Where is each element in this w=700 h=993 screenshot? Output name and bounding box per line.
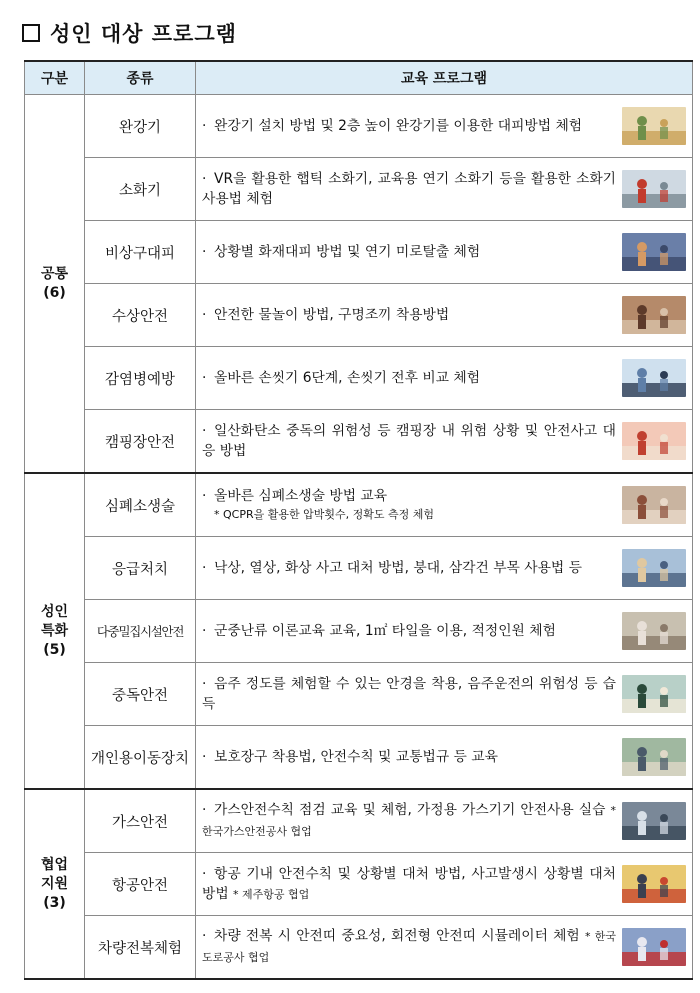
program-description	[202, 621, 616, 641]
program-text: 가스안전수칙 점검 교육 및 체험, 가정용 가스기기 안전사용 실습	[214, 802, 606, 818]
program-cell	[196, 410, 693, 474]
hand-washing-photo	[622, 359, 686, 397]
program-text: 안전한 물놀이 방법, 구명조끼 착용방법	[214, 307, 450, 323]
crowd-safety-photo	[622, 612, 686, 650]
table-row	[25, 95, 693, 158]
program-description	[202, 169, 616, 209]
category-label: 특화	[40, 622, 69, 639]
program-text: 일산화탄소 중독의 위험성 등 캠핑장 내 위험 상황 및 안전사고 대응 방법	[202, 423, 616, 459]
category-cell	[25, 789, 85, 979]
program-note: * 한국도로공사 협업	[202, 930, 616, 964]
bullet-mark: ·	[202, 560, 207, 576]
program-cell	[196, 284, 693, 347]
program-description	[202, 486, 616, 524]
program-description	[202, 926, 616, 968]
bullet-mark: ·	[202, 488, 207, 504]
program-note: * QCPR을 활용한 압박횟수, 정확도 측정 체험	[214, 508, 434, 521]
bullet-mark: ·	[202, 749, 207, 765]
bullet-mark: ·	[202, 865, 207, 882]
program-cell	[196, 473, 693, 537]
type-cell: 감염병예방	[85, 347, 196, 410]
bullet-mark: ·	[202, 370, 207, 386]
program-text: VR을 활용한 햅틱 소화기, 교육용 연기 소화기 등을 활용한 소화기 사용법 체험	[202, 171, 616, 207]
program-text: 올바른 손씻기 6단계, 손씻기 전후 비교 체험	[214, 370, 481, 386]
cpr-photo	[622, 486, 686, 524]
water-safety-photo	[622, 296, 686, 334]
aviation-safety-photo	[622, 865, 686, 903]
program-cell	[196, 916, 693, 980]
program-text: 군중난류 이론교육 교육, 1㎡ 타일을 이용, 적정인원 체험	[214, 623, 556, 639]
program-text: 낙상, 열상, 화상 사고 대처 방법, 붕대, 삼각건 부목 사용법 등	[214, 560, 582, 576]
program-cell	[196, 663, 693, 726]
emergency-exit-photo	[622, 233, 686, 271]
type-cell: 캠핑장안전	[85, 410, 196, 474]
bullet-mark: ·	[202, 676, 207, 692]
program-description	[202, 305, 616, 325]
category-cell	[25, 95, 85, 474]
bullet-mark: ·	[202, 928, 207, 944]
camping-photo	[622, 422, 686, 460]
bullet-mark: ·	[202, 623, 207, 639]
type-cell: 가스안전	[85, 789, 196, 853]
type-cell: 소화기	[85, 158, 196, 221]
first-aid-photo	[622, 549, 686, 587]
program-note: * 한국가스안전공사 협업	[202, 804, 616, 838]
table-row	[25, 600, 693, 663]
type-cell: 다중밀집시설안전	[85, 600, 196, 663]
type-cell: 개인용이동장치	[85, 726, 196, 790]
table-row	[25, 726, 693, 790]
bullet-mark: ·	[202, 244, 207, 260]
type-cell: 완강기	[85, 95, 196, 158]
bullet-mark: ·	[202, 171, 207, 187]
table-row	[25, 853, 693, 916]
category-label: 공통	[40, 265, 69, 282]
category-label: 지원	[40, 875, 69, 892]
table-row	[25, 789, 693, 853]
program-text: 완강기 설치 방법 및 2층 높이 완강기를 이용한 대피방법 체험	[214, 118, 583, 134]
addiction-safety-photo	[622, 675, 686, 713]
bullet-mark: ·	[202, 307, 207, 323]
program-cell	[196, 600, 693, 663]
category-label: 성인	[40, 603, 69, 620]
program-cell	[196, 789, 693, 853]
program-description	[202, 747, 616, 767]
table-row	[25, 663, 693, 726]
table-row	[25, 284, 693, 347]
program-text: 상황별 화재대피 방법 및 연기 미로탈출 체험	[214, 244, 481, 260]
program-table	[24, 60, 693, 980]
program-description	[202, 674, 616, 714]
program-description	[202, 368, 616, 388]
bullet-mark: ·	[202, 423, 207, 439]
category-label: (6)	[43, 284, 66, 301]
gas-safety-photo	[622, 802, 686, 840]
program-description	[202, 864, 616, 905]
category-label: (3)	[43, 894, 66, 911]
program-cell	[196, 347, 693, 410]
table-row	[25, 916, 693, 980]
header-type: 종류	[85, 61, 196, 95]
type-cell: 심폐소생술	[85, 473, 196, 537]
program-cell	[196, 221, 693, 284]
program-cell	[196, 158, 693, 221]
type-cell: 차량전복체험	[85, 916, 196, 980]
program-cell	[196, 95, 693, 158]
type-cell: 수상안전	[85, 284, 196, 347]
program-description	[202, 558, 616, 578]
program-text: 보호장구 착용법, 안전수칙 및 교통법규 등 교육	[214, 749, 498, 765]
program-text: 음주 정도를 체험할 수 있는 안경을 착용, 음주운전의 위험성 등 습득	[202, 676, 616, 712]
table-row	[25, 221, 693, 284]
vehicle-rollover-photo	[622, 928, 686, 966]
type-cell: 중독안전	[85, 663, 196, 726]
personal-mobility-photo	[622, 738, 686, 776]
category-label: (5)	[43, 641, 66, 658]
program-text: 올바른 심폐소생술 방법 교육	[214, 488, 388, 504]
table-row	[25, 410, 693, 474]
bullet-mark: ·	[202, 118, 207, 134]
program-cell	[196, 537, 693, 600]
program-text: 차량 전복 시 안전띠 중요성, 회전형 안전띠 시뮬레이터 체험	[214, 928, 580, 944]
header-program: 교육 프로그램	[196, 61, 693, 95]
header-category: 구분	[25, 61, 85, 95]
bullet-mark: ·	[202, 802, 207, 818]
program-description	[202, 242, 616, 262]
category-cell	[25, 473, 85, 789]
type-cell: 응급처치	[85, 537, 196, 600]
program-text: 항공 기내 안전수칙 및 상황별 대처 방법, 사고발생시 상황별 대처방법	[202, 865, 616, 902]
program-note: * 제주항공 협업	[233, 887, 310, 901]
checkbox-square-icon	[22, 24, 40, 42]
program-cell	[196, 853, 693, 916]
table-row	[25, 347, 693, 410]
type-cell: 항공안전	[85, 853, 196, 916]
program-description	[202, 421, 616, 461]
table-row	[25, 537, 693, 600]
category-label: 협업	[40, 856, 69, 873]
table-row	[25, 158, 693, 221]
table-header-row	[25, 61, 693, 95]
program-cell	[196, 726, 693, 790]
table-row	[25, 473, 693, 537]
descent-device-photo	[622, 107, 686, 145]
page-title: 성인 대상 프로그램	[22, 18, 237, 48]
program-description	[202, 116, 616, 136]
program-description	[202, 800, 616, 842]
fire-extinguisher-photo	[622, 170, 686, 208]
type-cell: 비상구대피	[85, 221, 196, 284]
